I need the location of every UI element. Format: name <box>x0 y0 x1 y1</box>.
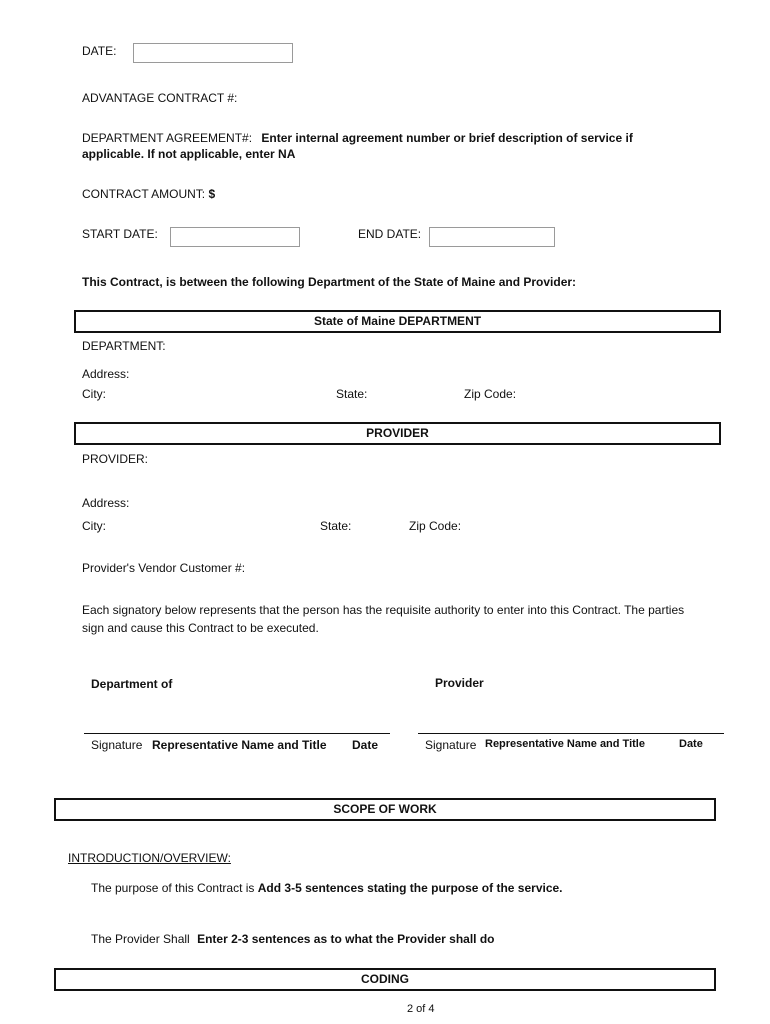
introduction-heading: INTRODUCTION/OVERVIEW: <box>68 851 231 865</box>
intro-statement: This Contract, is between the following Department of the State of Maine and Provider: <box>82 275 577 289</box>
scope-of-work-header: SCOPE OF WORK <box>54 798 716 821</box>
department-city-label: City: <box>82 387 106 401</box>
signature-department-heading: Department of <box>91 677 173 691</box>
page-number: 2 of 4 <box>407 1003 435 1015</box>
end-date-label: END DATE: <box>358 227 422 241</box>
advantage-contract-label: ADVANTAGE CONTRACT #: <box>82 91 238 105</box>
department-agreement-line <box>82 131 633 145</box>
department-label: DEPARTMENT: <box>82 339 166 353</box>
department-agreement-note-2: applicable. If not applicable, enter NA <box>82 147 296 161</box>
provider-shall-note: Enter 2-3 sentences as to what the Provider shall do <box>197 932 495 946</box>
signatory-text-2: sign and cause this Contract to be executed. <box>82 621 319 635</box>
start-date-label: START DATE: <box>82 227 158 241</box>
provider-state-label: State: <box>320 519 352 533</box>
department-signature-label: Signature <box>91 738 143 752</box>
start-date-input[interactable] <box>170 227 300 247</box>
purpose-prefix: The purpose of this Contract is <box>91 881 255 895</box>
coding-header: CODING <box>54 968 716 991</box>
provider-city-label: City: <box>82 519 106 533</box>
date-input[interactable] <box>133 43 293 63</box>
department-state-label: State: <box>336 387 368 401</box>
provider-signature-line[interactable] <box>418 733 724 734</box>
department-agreement-label: DEPARTMENT AGREEMENT#: <box>82 131 253 145</box>
provider-label: PROVIDER: <box>82 452 149 466</box>
department-address-label: Address: <box>82 367 130 381</box>
department-date-label: Date <box>352 738 379 752</box>
department-section-header: State of Maine DEPARTMENT <box>74 310 721 333</box>
contract-amount-line <box>82 187 215 201</box>
provider-zip-label: Zip Code: <box>409 519 462 533</box>
department-rep-label: Representative Name and Title <box>152 738 327 752</box>
department-zip-label: Zip Code: <box>464 387 517 401</box>
provider-signature-label: Signature <box>425 738 477 752</box>
provider-date-label: Date <box>679 738 703 750</box>
provider-section-header: PROVIDER <box>74 422 721 445</box>
contract-amount-label: CONTRACT AMOUNT: <box>82 187 206 201</box>
provider-shall-prefix: The Provider Shall <box>91 932 190 946</box>
date-label: DATE: <box>82 44 117 58</box>
end-date-input[interactable] <box>429 227 555 247</box>
contract-amount-symbol: $ <box>208 187 216 201</box>
provider-rep-label: Representative Name and Title <box>485 738 645 750</box>
department-agreement-note: Enter internal agreement number or brief description of service if <box>261 131 633 145</box>
signatory-text: Each signatory below represents that the person has the requisite authority to enter into this Contract. The parties <box>82 603 685 617</box>
provider-address-label: Address: <box>82 496 130 510</box>
vendor-customer-label: Provider's Vendor Customer #: <box>82 561 246 575</box>
purpose-line <box>91 881 563 895</box>
purpose-note: Add 3-5 sentences stating the purpose of the service. <box>257 881 563 895</box>
provider-shall-line <box>91 932 494 946</box>
department-signature-line[interactable] <box>84 733 390 734</box>
signature-provider-heading: Provider <box>435 676 484 690</box>
